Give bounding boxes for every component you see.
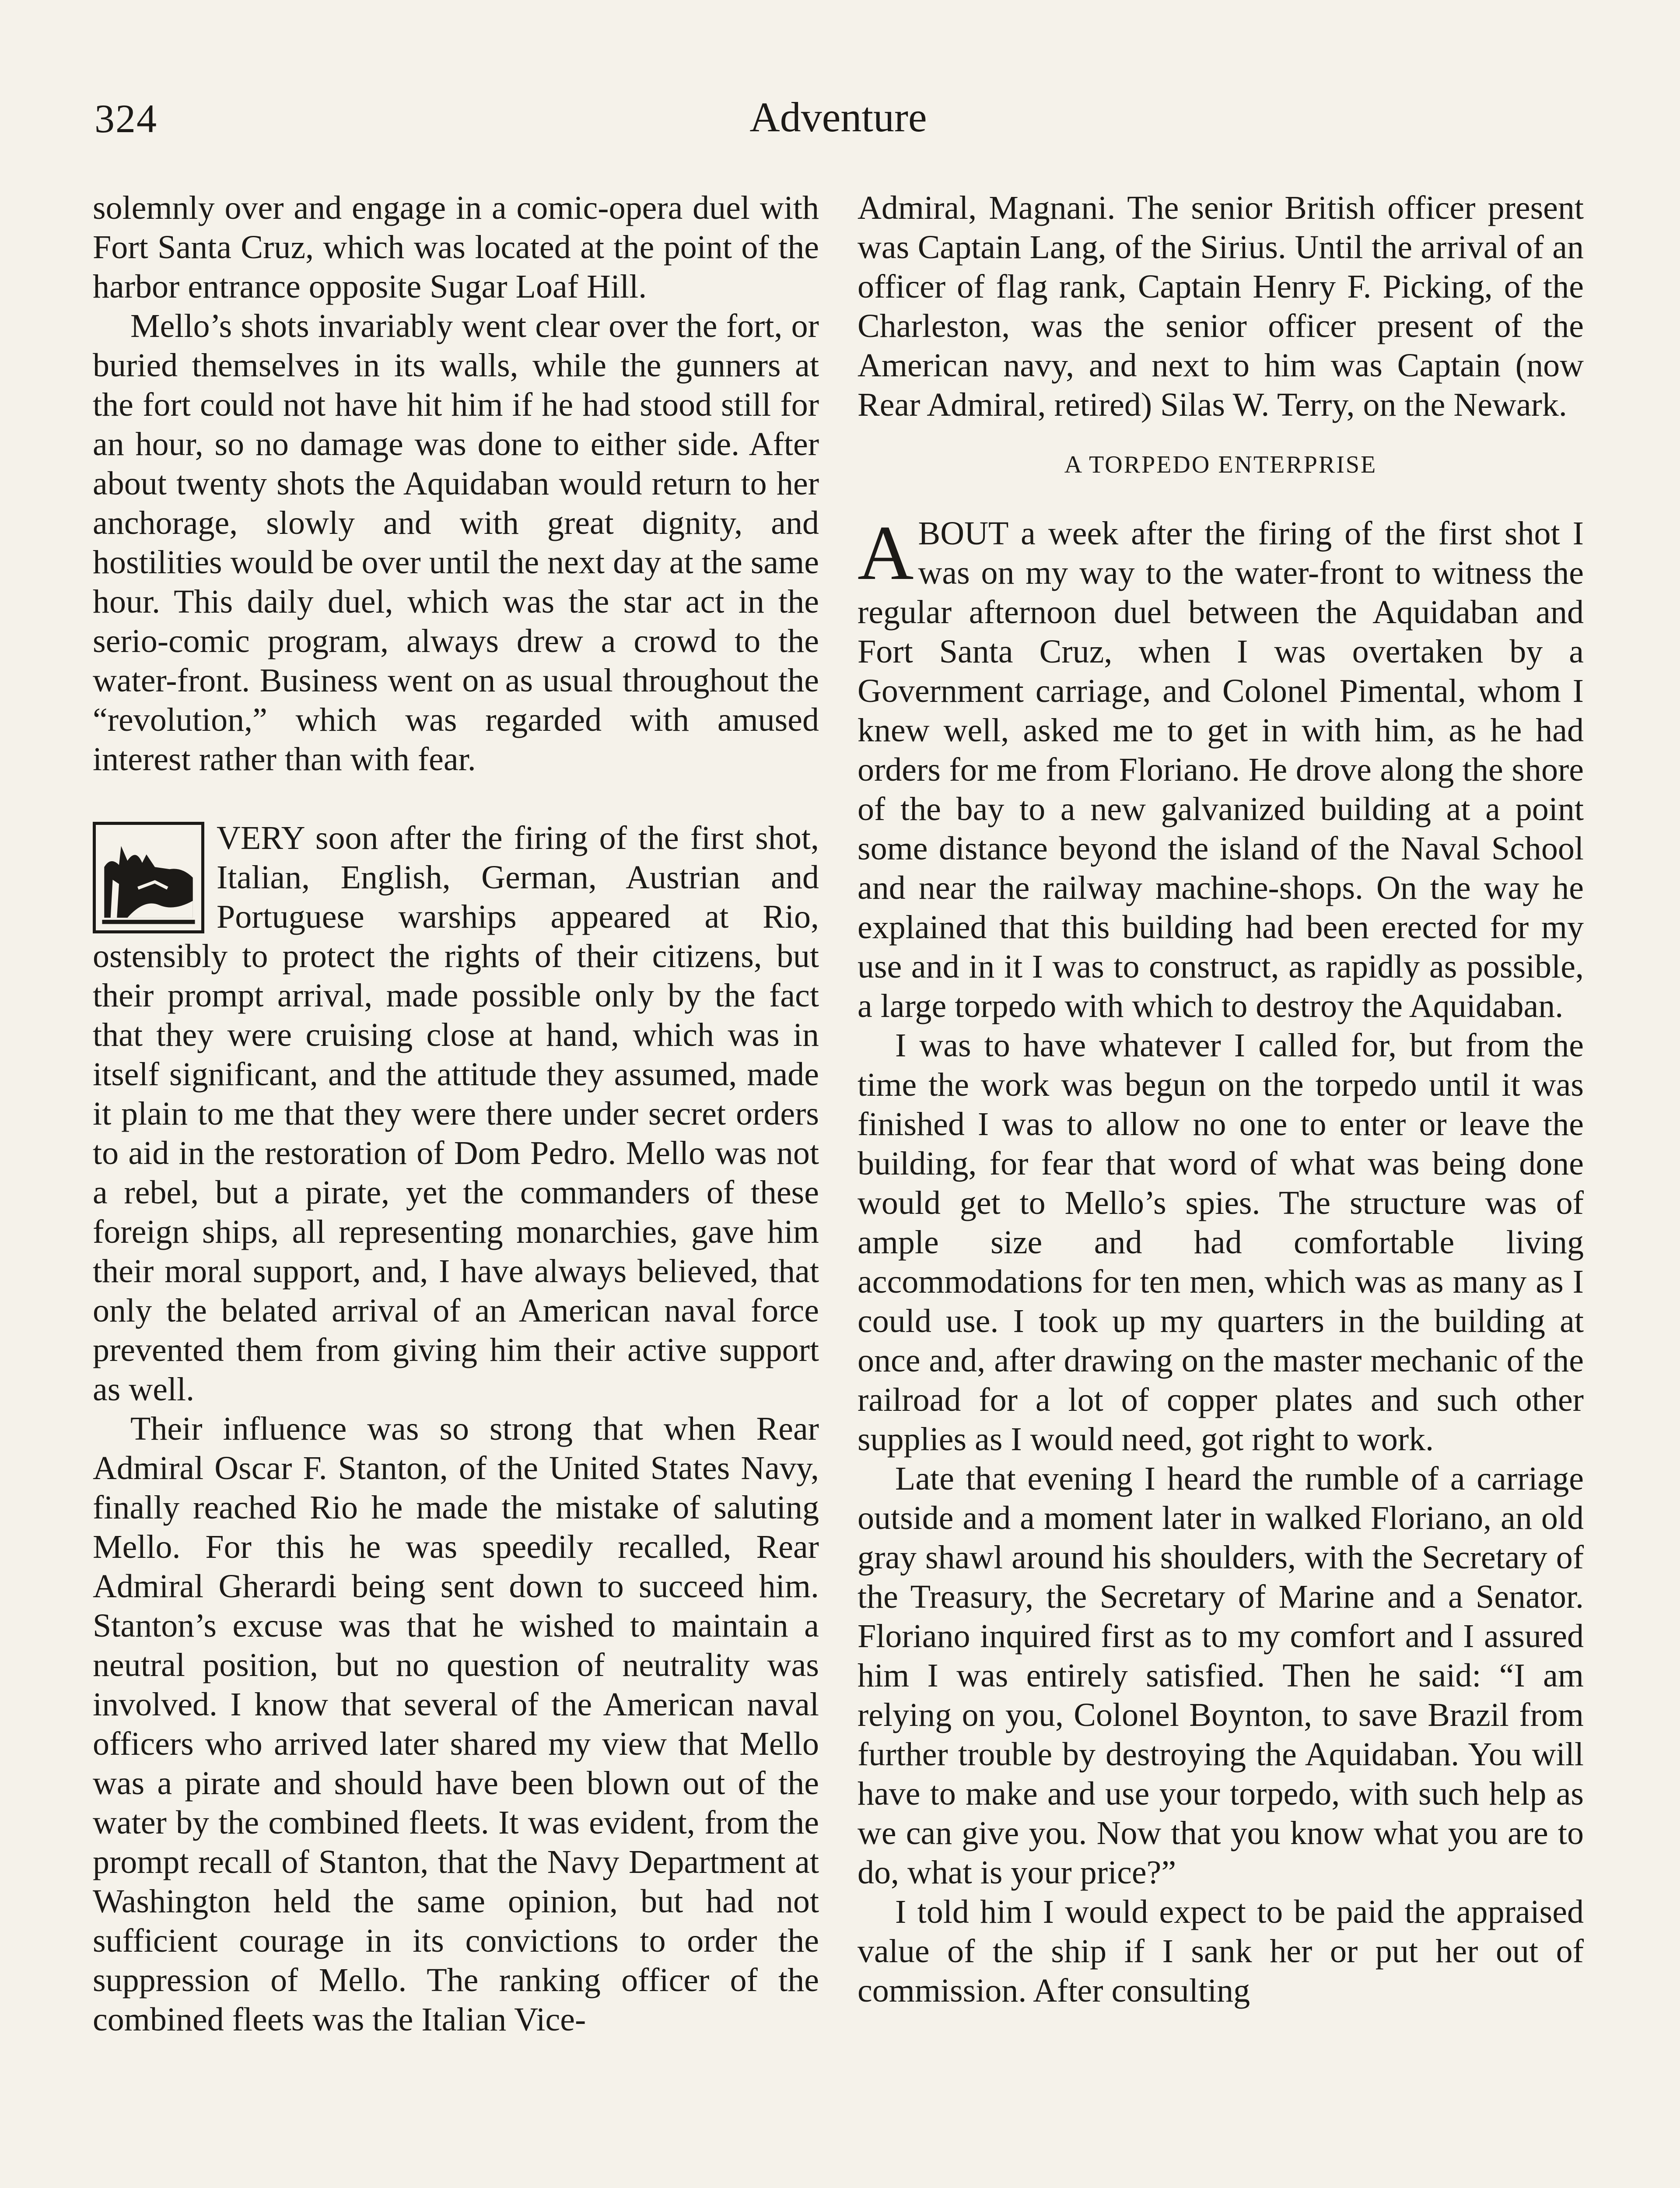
drop-cap: A xyxy=(858,509,914,596)
paragraph: solemnly over and engage in a comic-opera duel with Fort Santa Cruz, which was located at the point of the harbor entrance opposite Sugar Loaf Hill. xyxy=(93,189,819,305)
paragraph: I told him I would expect to be paid the appraised value of the ship if I sank her or put her out of commission. After consulting xyxy=(858,1893,1584,2009)
paragraph: I was to have whatever I called for, but from the time the work was begun on the torpedo until it was finished I was to allow no one to enter or leave the building, for fear that word of what was being done would get to Mello’s spies. The structure was of ample size and had comfortable living accommodations for ten men, which was as many as I could use. I took up my quarters in the building at once and, after drawing on the master mechanic of the railroad for a lot of copper plates and such other supplies as I would need, got right to work. xyxy=(858,1027,1584,1458)
dropcap-paragraph xyxy=(858,509,1584,1026)
paragraph: BOUT a week after the firing of the first shot I was on my way to the water-front to witness the regular afternoon duel between the Aquidaban and Fort Santa Cruz, when I was overtaken by a Government carriage, and Colonel Pimental, whom I knew well, asked me to get in with him, as he had orders for me from Floriano. He drove along the shore of the bay to a new galvanized building at a point some distance beyond the island of the Naval School and near the railway machine-shops. On the way he explained that this building had been erected for my use and in it I was to construct, as rapidly as possible, a large torpedo with which to destroy the Aquidaban. xyxy=(858,515,1584,1024)
paragraph: VERY soon after the firing of the first shot, Italian, English, German, Austrian and Portuguese warships appeared at Rio, ostensibly to protect the rights of their citizens, but their prompt arrival, made possible only by the fact that they were cruising close at hand, which was in itself significant, and the attitude they assumed, made it plain to me that they were there under secret orders to aid in the restoration of Dom Pedro. Mello was not a rebel, but a pirate, yet the commanders of these foreign ships, all representing monarchies, gave him their moral support, and, I have always believed, that only the belated arrival of an American naval force prevented them from giving him their active support as well. xyxy=(93,820,819,1408)
paragraph: Late that evening I heard the rumble of a carriage outside and a moment later in walked Floriano, an old gray shawl around his shoulders, with the Secretary of the Treasury, the Secretary of Marine and a Senator. Floriano inquired first as to my comfort and I assured him I was entirely satisfied. Then he said: “I am relying on you, Colonel Boynton, to save Brazil from further trouble by destroying the Aquidaban. You will have to make and use your torpedo, with such help as we can give you. Now that you know what you are to do, what is your price?” xyxy=(858,1460,1584,1891)
paragraph: Their influence was so strong that when Rear Admiral Oscar F. Stanton, of the United States Navy, finally reached Rio he made the mistake of saluting Mello. For this he was speedily recalled, Rear Admiral Gherardi being sent down to succeed him. Stanton’s excuse was that he wished to maintain a neutral position, but no question of neutrality was involved. I know that several of the American naval officers who arrived later shared my view that Mello was a pirate and should have been blown out of the water by the combined fleets. It was evident, from the prompt recall of Stanton, that the Navy Department at Washington held the same opinion, but had not sufficient courage in its convictions to order the suppression of Mello. The ranking officer of the combined fleets was the Italian Vice- xyxy=(93,1410,819,2038)
page-number: 324 xyxy=(94,96,158,141)
decorative-initial-ornament-icon xyxy=(93,822,204,933)
ornament-paragraph xyxy=(93,818,819,1409)
section-heading: A TORPEDO ENTERPRISE xyxy=(1064,451,1377,478)
text-columns xyxy=(93,188,1584,2039)
paragraph: Mello’s shots invariably went clear over the fort, or buried themselves in its walls, while the gunners at the fort could not have hit him if he had stood still for an hour, so no damage was done to either side. After about twenty shots the Aquidaban would return to her anchorage, slowly and with great dignity, and hostilities would be over until the next day at the same hour. This daily duel, which was the star act in the serio-comic program, always drew a crowd to the water-front. Business went on as usual throughout the “revolution,” which was regarded with amused interest rather than with fear. xyxy=(93,308,819,778)
running-title: Adventure xyxy=(749,94,927,140)
left-column xyxy=(93,188,819,2039)
paragraph: Admiral, Magnani. The senior British officer present was Captain Lang, of the Sirius. Until the arrival of an officer of flag rank, Captain Henry F. Picking, of the Charleston, was the senior officer present of the American navy, and next to him was Captain (now Rear Admiral, retired) Silas W. Terry, on the Newark. xyxy=(858,189,1584,423)
page-header xyxy=(93,88,1584,153)
right-column xyxy=(858,188,1584,2039)
